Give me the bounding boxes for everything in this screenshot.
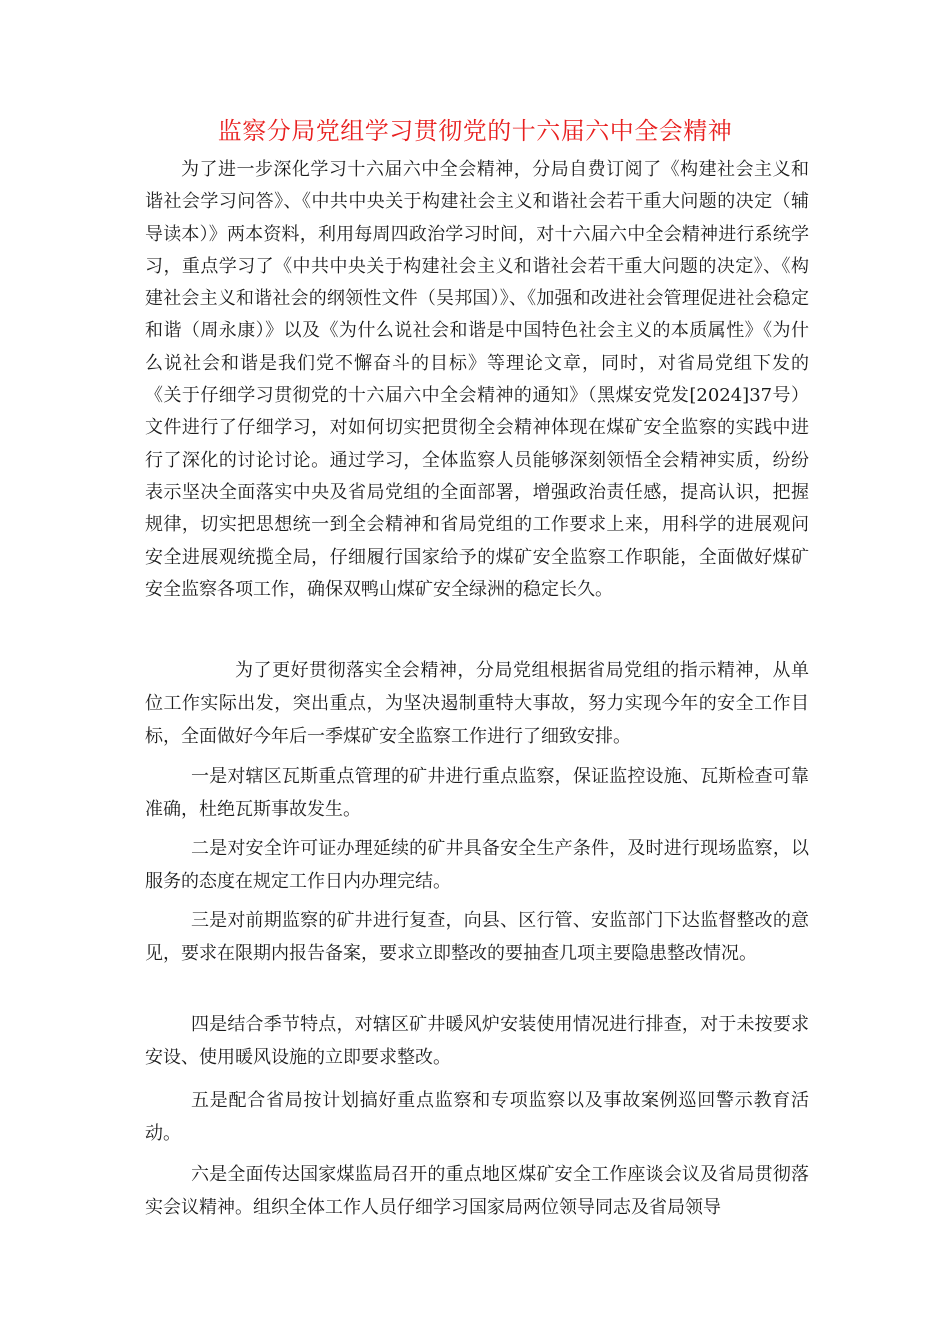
paragraph-item-6: 六是全面传达国家煤监局召开的重点地区煤矿安全工作座谈会议及省局贯彻落实会议精神。组织全体工作人员仔细学习国家局两位领导同志及省局领导 xyxy=(145,1164,809,1218)
paragraph-study-overview: 为了进一步深化学习十六届六中全会精神，分局自费订阅了《构建社会主义和谐社会学习问答》、《中共中央关于构建社会主义和谐社会若干重大问题的决定（辅导读本）》两本资料，利用每周四政治学习时间，对十六届六中全会精神进行系统学习，重点学习了《中共中央关于构建社会主义和谐社会若干重大问题的决定》、《构建社会主义和谐社会的纲领性文件（吴邦国）》、《加强和改进社会管理促进社会稳定和谐（周永康）》以及《为什么说社会和谐是中国特色社会主义的本质属性》《为什么说社会和谐是我们党不懈奋斗的目标》等理论文章，同时，对省局党组下发的《关于仔细学习贯彻党的十六届六中全会精神的通知》（黑煤安党发[2024]37号）文件进行了仔细学习，对如何切实把贯彻全会精神体现在煤矿安全监察的实践中进行了深化的讨论讨论。通过学习，全体监察人员能够深刻领悟全会精神实质，纷纷表示坚决全面落实中央及省局党组的全面部署，增强政治责任感，提高认识，把握规律，切实把思想统一到全会精神和省局党组的工作要求上来，用科学的进展观问安全进展观统揽全局，仔细履行国家给予的煤矿安全监察工作职能，全面做好煤矿安全监察各项工作，确保双鸭山煤矿安全绿洲的稳定长久。 xyxy=(145,159,809,600)
paragraph-item-3: 三是对前期监察的矿井进行复查，向县、区行管、安监部门下达监督整改的意见，要求在限期内报告备案，要求立即整改的要抽查几项主要隐患整改情况。 xyxy=(145,910,809,964)
paragraph-item-5: 五是配合省局按计划搞好重点监察和专项监察以及事故案例巡回警示教育活动。 xyxy=(145,1090,809,1144)
paragraph-item-2: 二是对安全许可证办理延续的矿井具备安全生产条件，及时进行现场监察，以服务的态度在规定工作日内办理完结。 xyxy=(145,838,809,892)
paragraph-item-1: 一是对辖区瓦斯重点管理的矿井进行重点监察，保证监控设施、瓦斯检查可靠准确，杜绝瓦斯事故发生。 xyxy=(145,766,809,820)
paragraph-item-4: 四是结合季节特点，对辖区矿井暖风炉安装使用情况进行排查，对于未按要求安设、使用暖风设施的立即要求整改。 xyxy=(145,1014,809,1068)
document-title: 监察分局党组学习贯彻党的十六届六中全会精神 xyxy=(217,117,733,145)
paragraph-implementation: 为了更好贯彻落实全会精神，分局党组根据省局党组的指示精神，从单位工作实际出发，突出重点，为坚决遏制重特大事故，努力实现今年的安全工作目标，全面做好今年后一季煤矿安全监察工作进行了细致安排。 xyxy=(145,660,809,747)
